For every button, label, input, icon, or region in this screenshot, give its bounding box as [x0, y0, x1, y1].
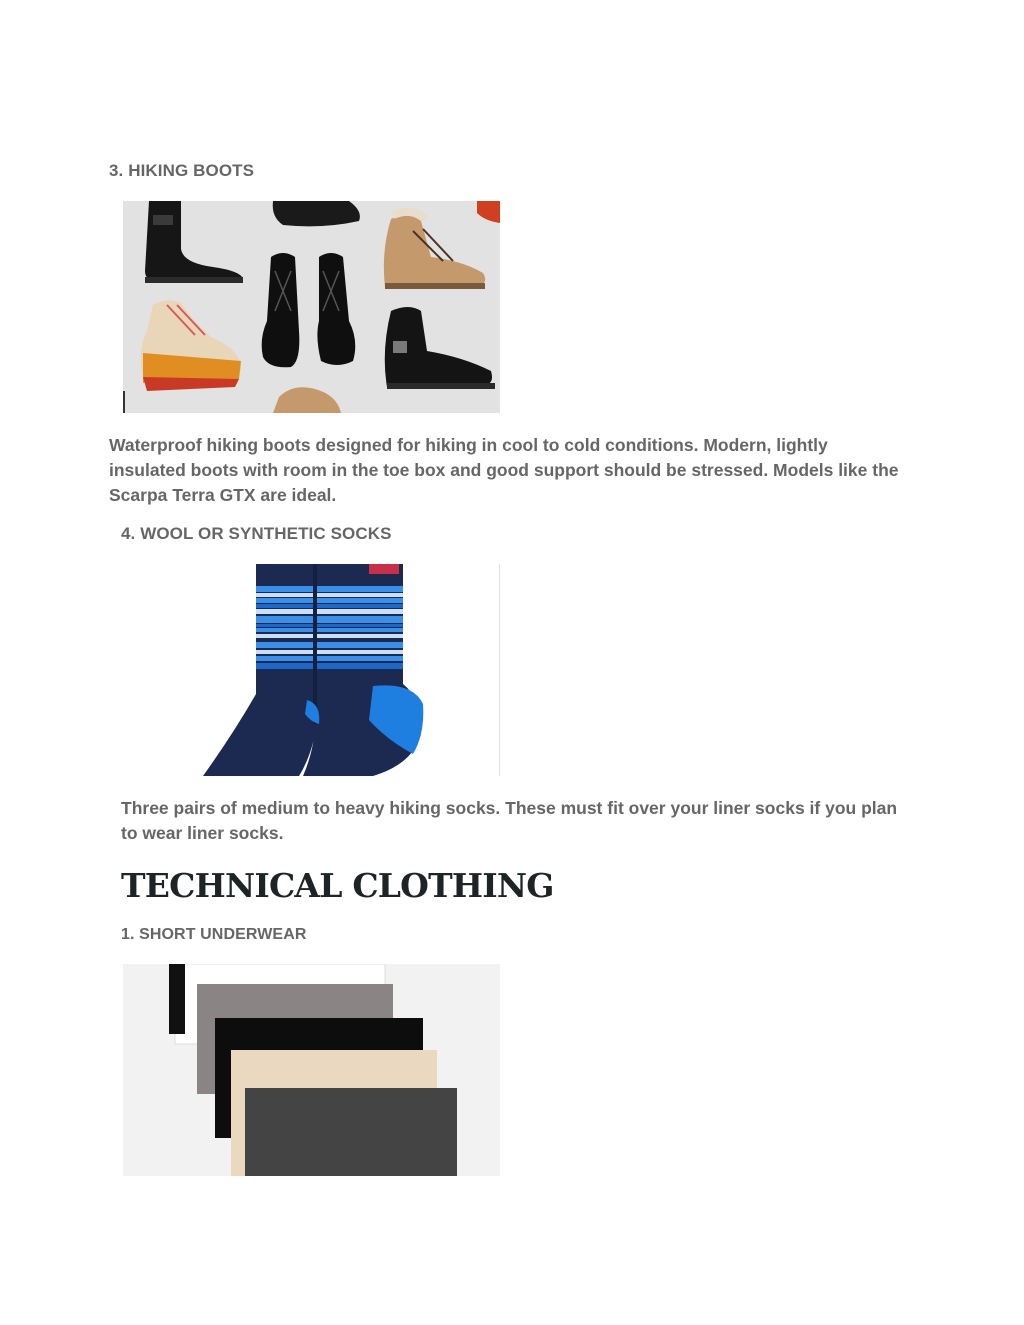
- socks-heading: 4. WOOL OR SYNTHETIC SOCKS: [121, 524, 392, 543]
- socks-description: Three pairs of medium to heavy hiking socks. These must fit over your liner socks if you plan to wear liner socks.: [121, 798, 898, 843]
- boots-description: Waterproof hiking boots designed for hiking in cool to cold conditions. Modern, lightly insulated boots with room in the toe box and good support should be stressed. Models like the Scarpa Terra GTX are ideal.: [109, 435, 899, 505]
- boots-heading: 3. HIKING BOOTS: [109, 161, 255, 180]
- technical-clothing-title: TECHNICAL CLOTHING: [121, 866, 554, 905]
- socks-image: [123, 564, 500, 776]
- short-underwear-image: [123, 964, 500, 1176]
- underwear-heading: 1. SHORT UNDERWEAR: [121, 926, 307, 943]
- hiking-boots-image: [123, 201, 500, 413]
